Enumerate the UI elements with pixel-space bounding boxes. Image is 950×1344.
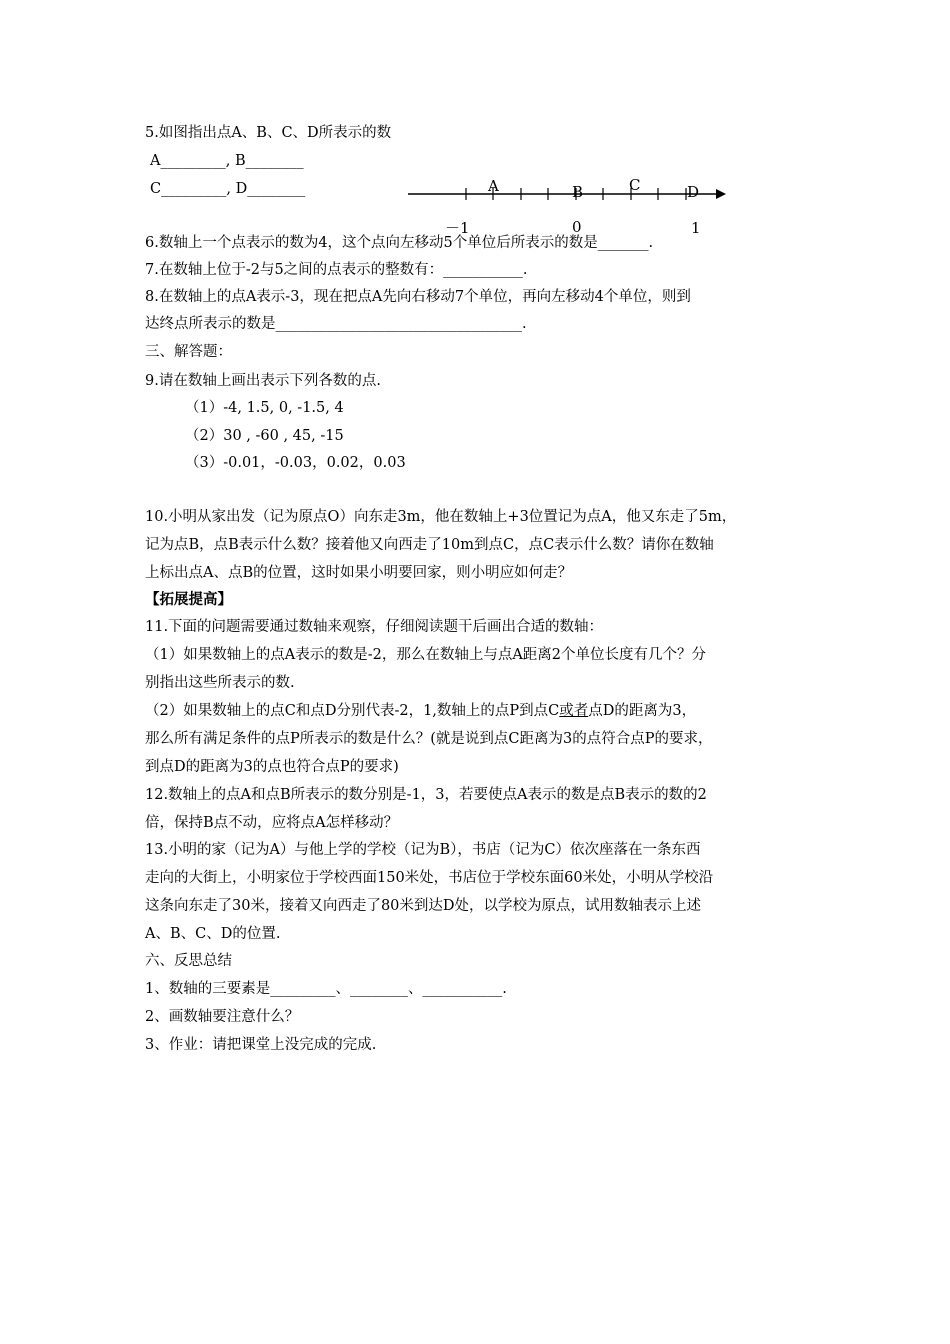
q11-line-3: 别指出这些所表示的数. — [145, 675, 295, 691]
number-line-arrow — [716, 189, 726, 199]
reflection-2: 2、画数轴要注意什么？ — [145, 1009, 300, 1025]
q13-line-2: 走向的大街上，小明家位于学校西面150米处，书店位于学校东面60米处，小明从学校沿 — [145, 870, 714, 886]
q9-item-2: （2）30 , -60 , 45, -15 — [185, 428, 344, 444]
q11-line-5: 那么所有满足条件的点P所表示的数是什么？(就是说到点C距离为3的点符合点P的要求， — [145, 731, 713, 747]
reflection-1: 1、数轴的三要素是_________、________、___________. — [145, 981, 507, 997]
q11-line-1: 11.下面的问题需要通过数轴来观察，仔细阅读题干后画出合适的数轴： — [145, 619, 604, 635]
section-6-heading: 六、反思总结 — [145, 953, 232, 969]
q5-answer-row-2: C_________, D________ — [150, 181, 306, 197]
q10-line-1: 10.小明从家出发（记为原点O）向东走3m，他在数轴上+3位置记为点A，他又东走了5m， — [145, 509, 737, 525]
q11-line-4 — [145, 701, 696, 721]
q13-line-4: A、B、C、D的位置. — [145, 926, 281, 942]
point-label-a: A — [488, 177, 499, 195]
q12-line-2: 倍，保持B点不动，应将点A怎样移动？ — [145, 815, 399, 831]
q9-item-3: （3）-0.01，-0.03，0.02，0.03 — [185, 455, 406, 471]
point-label-b: B — [572, 183, 584, 201]
q8-line-2: 达终点所表示的数是__________________________________. — [145, 316, 527, 332]
number-line-figure — [400, 170, 730, 240]
reflection-3: 3、作业：请把课堂上没完成的完成. — [145, 1037, 377, 1053]
section-3-heading: 三、解答题： — [145, 344, 232, 360]
q11-line-4-part-a: （2）如果数轴上的点C和点D分别代表-2，1,数轴上的点P到点C — [145, 703, 560, 719]
q13-line-1: 13.小明的家（记为A）与他上学的学校（记为B），书店（记为C）依次座落在一条东西 — [145, 842, 701, 858]
q5-title: 5.如图指出点A、B、C、D所表示的数 — [145, 125, 392, 141]
tick-label-one: 1 — [691, 219, 701, 237]
q7: 7.在数轴上位于-2与5之间的点表示的整数有：___________. — [145, 262, 528, 278]
point-label-c: C — [629, 176, 641, 194]
q10-line-2: 记为点B，点B表示什么数？接着他又向西走了10m到点C，点C表示什么数？请你在数轴 — [145, 537, 714, 553]
point-label-d: D — [687, 183, 700, 201]
q13-line-3: 这条向东走了30米，接着又向西走了80米到达D处，以学校为原点，试用数轴表示上述 — [145, 898, 702, 914]
tick-label-minus-one: －1 — [445, 219, 470, 237]
q9-item-1: （1）-4, 1.5, 0, -1.5, 4 — [185, 400, 344, 416]
q8-line-1: 8.在数轴上的点A表示-3，现在把点A先向右移动7个单位，再向左移动4个单位，则到 — [145, 289, 691, 305]
q6: 6.数轴上一个点表示的数为4，这个点向左移动5个单位后所表示的数是_______. — [145, 235, 654, 251]
tick-label-zero: 0 — [572, 218, 582, 236]
q10-line-3: 上标出点A、点B的位置，这时如果小明要回家，则小明应如何走？ — [145, 565, 573, 581]
q5-answer-row-1: A_________, B________ — [150, 153, 304, 169]
q11-line-2: （1）如果数轴上的点A表示的数是-2，那么在数轴上与点A距离2个单位长度有几个？分 — [145, 647, 707, 663]
q11-underlined-word: 或者 — [559, 703, 589, 719]
q11-line-4-part-b: 点D的距离为3， — [588, 703, 697, 719]
q9-title: 9.请在数轴上画出表示下列各数的点. — [145, 373, 381, 389]
q12-line-1: 12.数轴上的点A和点B所表示的数分别是-1，3，若要使点A表示的数是点B表示的数的2 — [145, 787, 707, 803]
extension-heading: 【拓展提高】 — [145, 592, 232, 608]
q11-line-6: 到点D的距离为3的点也符合点P的要求) — [145, 759, 399, 775]
